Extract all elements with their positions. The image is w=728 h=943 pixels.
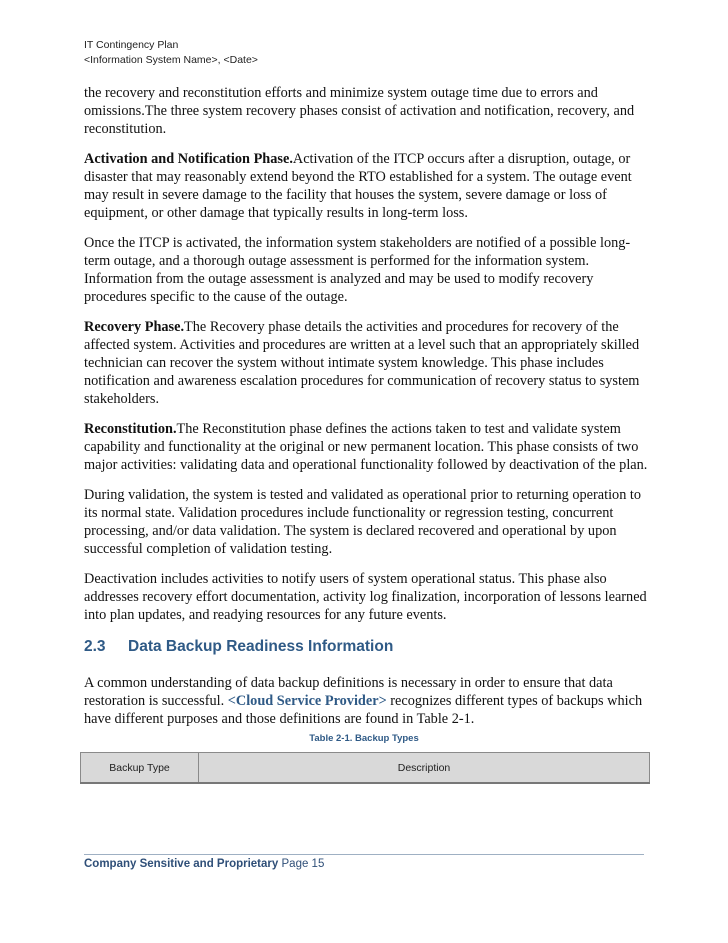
table-header-row — [81, 753, 650, 784]
paragraph-text: Activation of the ITCP occurs after a disruption, outage, or disaster that may reasonably extend beyond the RTO established for a system. The outage event may result in severe damage to the facility that houses the system, severe damage or loss of equipment, or other damage that typically results in long-term loss. — [84, 151, 632, 221]
paragraph — [84, 150, 650, 222]
page-footer — [84, 858, 324, 870]
header-title: IT Contingency Plan — [84, 39, 179, 51]
paragraph — [84, 84, 650, 138]
paragraph — [84, 318, 650, 408]
paragraph-lead: Recovery Phase. — [84, 319, 185, 335]
section-title: Data Backup Readiness Information — [128, 638, 394, 655]
page-header — [84, 38, 258, 68]
paragraph-text: During validation, the system is tested and validated as operational prior to returning operation to its normal state. Validation procedures include functionality or regression testing, concurrent processing, and/or data validation. The system is declared recovered and operational by upon successful completion of validation testing. — [84, 487, 642, 557]
provider-placeholder: <Cloud Service Provider> — [227, 693, 387, 709]
header-subtitle: <Information System Name>, <Date> — [84, 54, 258, 66]
paragraph-text: The Recovery phase details the activities and procedures for recovery of the affected system. Activities and procedures are written at a level such that an appropriately skilled technician can recover the system without intimate system knowledge. This phase includes notification and awareness escalation procedures for communication of recovery status to system stakeholders. — [84, 319, 640, 407]
paragraph — [84, 234, 650, 306]
paragraph-text: Deactivation includes activities to notify users of system operational status. This phase also addresses recovery effort documentation, activity log finalization, incorporation of lessons learned into plan updates, and readying resources for any future events. — [84, 571, 647, 623]
paragraph-text: The Reconstitution phase defines the actions taken to test and validate system capability and functionality at the original or new permanent location. This phase consists of two major activities: validating data and operational functionality followed by deactivation of the plan. — [84, 421, 648, 473]
paragraph-lead: Reconstitution. — [84, 421, 177, 437]
section-number: 2.3 — [84, 638, 106, 655]
page-number: Page 15 — [281, 858, 325, 870]
body-text — [84, 84, 650, 636]
table-caption: Table 2-1. Backup Types — [309, 733, 419, 744]
paragraph-lead: Activation and Notification Phase. — [84, 151, 293, 167]
paragraph-text: the recovery and reconstitution efforts and minimize system outage time due to errors and omissions.The three system recovery phases consist of activation and notification, recovery, and reconstitution. — [84, 85, 635, 137]
paragraph-text: recognizes different types of backups which have different purposes and those definitions are found in Table 2-1. — [84, 693, 643, 727]
paragraph — [84, 570, 650, 624]
footer-divider — [84, 854, 644, 855]
footer-label: Company Sensitive and Proprietary — [84, 858, 279, 870]
paragraph — [84, 420, 650, 474]
column-header-description: Description — [199, 753, 650, 784]
section-heading — [84, 638, 393, 656]
paragraph — [84, 486, 650, 558]
section-paragraph — [84, 674, 650, 728]
column-header-backup-type: Backup Type — [81, 753, 199, 784]
paragraph-text: A common understanding of data backup definitions is necessary in order to ensure that data restoration is successful. — [84, 675, 613, 709]
paragraph-text: Once the ITCP is activated, the information system stakeholders are notified of a possible long-term outage, and a thorough outage assessment is performed for the information system. Information from the outage assessment is analyzed and may be used to modify recovery procedures specific to the cause of the outage. — [84, 235, 631, 305]
backup-types-table — [80, 752, 650, 784]
